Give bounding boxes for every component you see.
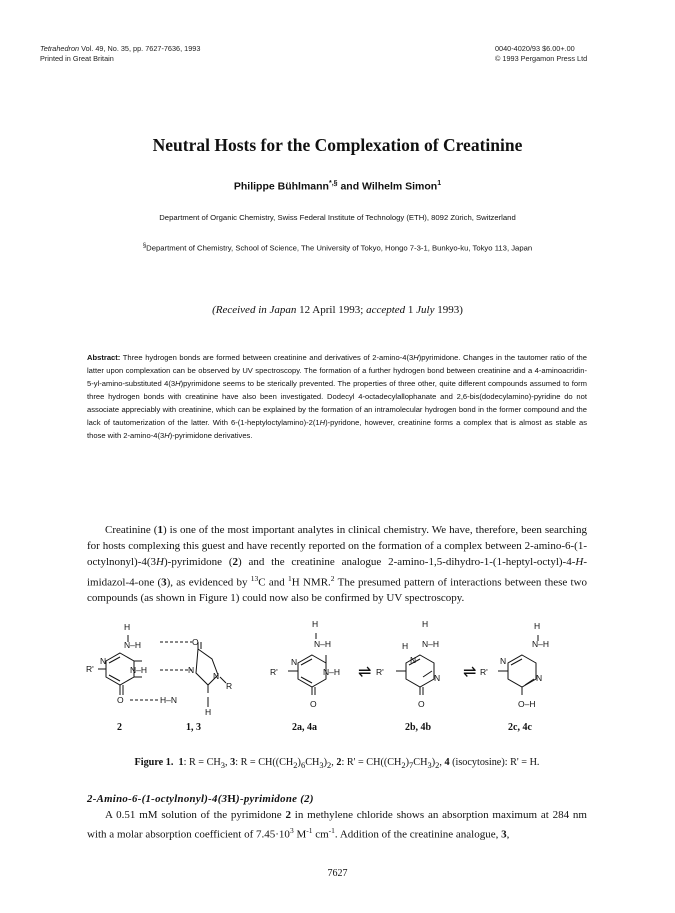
journal-name: Tetrahedron bbox=[40, 44, 80, 53]
abstract-text: )pyrimidone. Changes in the tautomer ratio of the latter upon complexation can be observed by UV spectroscopy. The formation of a further hydrogen bond between creatinine and a 4-aminoacridin-5-yl-amino-substituted 4(3 bbox=[87, 353, 588, 388]
caption-text: , bbox=[225, 757, 231, 768]
body-text: C and bbox=[258, 576, 289, 589]
body-text: Creatinine ( bbox=[105, 524, 158, 536]
page-number: 7627 bbox=[327, 868, 348, 879]
atom-label: H bbox=[312, 619, 319, 629]
caption-text: ) bbox=[431, 757, 436, 768]
superscript: -1 bbox=[328, 826, 335, 836]
compound-ref: 2 bbox=[232, 556, 239, 569]
subscript: 2 bbox=[401, 760, 406, 771]
accepted-month: July bbox=[416, 304, 435, 316]
atom-label: R' bbox=[270, 667, 278, 677]
body-text: ), as evidenced by bbox=[166, 576, 251, 589]
author-1: Philippe Bühlmann bbox=[233, 180, 329, 193]
complex-2-1-structure bbox=[86, 622, 232, 717]
atom-label: H bbox=[534, 621, 541, 631]
body-text: ) is one of the most important analytes in clinical chemistry. We have, therefore, been searching for hosts complexing this guest and have recently reported on the formation of a complex between 2-amino-6-(1-octylnonyl)-4(3 bbox=[87, 524, 587, 569]
affiliation-1: Department of Organic Chemistry, Swiss Federal Institute of Technology (ETH), 8092 Zürich, Switzerland bbox=[159, 213, 516, 222]
abstract-text: )pyrimidone seems to be sterically prevented. The properties of three other, quite different compounds assumed to form three hydrogen bonds with creatinine have also been investigated. Dodecyl 4-octadecylallophanate and 2,6-bis(dodecylamino)-pyridine do not associate appreciably with creatinine, which can be explained by the formation of an intramolecular hydrogen bond in the former compound and the lack of tautomerization of the latter. With 6-(1-heptyloctylamino)-2(1 bbox=[87, 379, 587, 427]
compound-ref: 1 bbox=[178, 757, 184, 768]
caption-label: Figure 1. bbox=[134, 757, 174, 768]
body-text: )-pyrimidone ( bbox=[164, 556, 233, 569]
atom-label: H–N bbox=[160, 695, 178, 705]
compound-ref: 3 bbox=[230, 757, 236, 768]
caption-text: ) bbox=[405, 757, 410, 768]
body-text: M bbox=[293, 828, 307, 841]
caption-text: : R = CH((CH bbox=[235, 757, 294, 768]
superscript: 13 bbox=[250, 573, 259, 583]
superscript: -1 bbox=[306, 826, 313, 836]
paper-title: Neutral Hosts for the Complexation of Creatinine bbox=[152, 135, 523, 155]
journal-code bbox=[495, 44, 587, 64]
subscript: 7 bbox=[409, 760, 414, 771]
abstract-text: Three hydrogen bonds are formed between creatinine and derivatives of 2-amino-4(3 bbox=[120, 353, 414, 362]
atom-label: N–H bbox=[532, 639, 550, 649]
received-line bbox=[0, 304, 675, 316]
superscript: 3 bbox=[289, 826, 294, 836]
atom-label: N bbox=[536, 673, 543, 683]
structure-label: 2a, 4a bbox=[292, 722, 317, 733]
copyright: © 1993 Pergamon Press Ltd bbox=[495, 54, 588, 63]
subscript: 6 bbox=[300, 760, 306, 771]
abstract bbox=[87, 351, 587, 442]
section-heading-text: )-pyrimidone (2) bbox=[236, 793, 314, 805]
compound-ref: 1 bbox=[157, 524, 163, 536]
body-text: H NMR. bbox=[291, 576, 331, 589]
italic-h: H bbox=[575, 556, 584, 569]
caption-text: ) bbox=[297, 757, 301, 768]
caption-text: : R' = CH((CH bbox=[341, 757, 402, 768]
atom-label: H bbox=[422, 619, 429, 629]
body-text: in methylene chloride shows an absorption maximum at 284 nm with a molar absorption coefficient of 7.45·10 bbox=[87, 809, 587, 841]
subscript: 2 bbox=[327, 760, 332, 771]
accepted-label: accepted bbox=[366, 304, 406, 316]
atom-label: H bbox=[124, 622, 131, 632]
body-text: . Addition of the creatinine analogue, bbox=[334, 828, 502, 841]
abstract-italic-h: H bbox=[413, 353, 419, 362]
equilibrium-arrow: ⇌ bbox=[358, 664, 372, 681]
subscript: 3 bbox=[220, 760, 225, 771]
abstract-italic-h: H bbox=[319, 418, 326, 427]
printed-in: Printed in Great Britain bbox=[40, 54, 114, 63]
atom-label: N bbox=[291, 657, 298, 667]
body-text: A 0.51 mM solution of the pyrimidone bbox=[105, 809, 286, 821]
tautomer-a-structure bbox=[270, 619, 340, 709]
superscript: 1 bbox=[288, 573, 292, 583]
author-2-mark: 1 bbox=[437, 180, 442, 187]
reference-superscript: 2 bbox=[330, 573, 335, 583]
compound-ref: 3 bbox=[501, 828, 507, 841]
abstract-text: )-pyrimidone derivatives. bbox=[169, 431, 253, 440]
tautomer-b-structure bbox=[376, 619, 440, 709]
compound-ref: 2 bbox=[336, 757, 342, 768]
received-label: (Received in Japan bbox=[212, 304, 297, 316]
atom-label: O bbox=[310, 699, 317, 709]
author-2: Wilhelm Simon bbox=[362, 180, 438, 193]
caption-text: (isocytosine): R' = H. bbox=[449, 757, 540, 768]
figure-caption bbox=[87, 757, 587, 770]
section-heading-text: 2-Amino-6-(1-octylnonyl)-4(3 bbox=[87, 793, 228, 805]
atom-label: N–H bbox=[314, 639, 332, 649]
affiliation-2-text: Department of Chemistry, School of Science, The University of Tokyo, Hongo 7-3-1, Bunkyo-ku, Tokyo 113, Japan bbox=[146, 243, 533, 253]
issn-price: 0040-4020/93 $6.00+.00 bbox=[495, 44, 575, 53]
abstract-italic-h: H bbox=[175, 379, 181, 388]
abstract-label: Abstract: bbox=[87, 353, 121, 362]
intro-paragraph bbox=[87, 522, 587, 607]
subscript: 3 bbox=[319, 760, 324, 771]
abstract-text: )-pyridone, however, creatinine forms a complex that is almost as stable as those with 2-amino-4(3 bbox=[87, 418, 587, 440]
journal-details: Vol. 49, No. 35, pp. 7627-7636, 1993 bbox=[79, 44, 201, 53]
caption-text: : R = CH bbox=[183, 757, 221, 768]
affiliation-2 bbox=[0, 243, 675, 253]
atom-label: R' bbox=[86, 664, 94, 674]
atom-label: N bbox=[188, 665, 195, 675]
structure-label: 2 bbox=[117, 722, 122, 733]
structure-label: 2c, 4c bbox=[508, 722, 532, 733]
atom-label: O bbox=[192, 637, 199, 647]
section-heading-h: H bbox=[227, 793, 237, 805]
results-paragraph bbox=[87, 807, 587, 843]
subscript: 2 bbox=[293, 760, 298, 771]
caption-text: CH bbox=[413, 757, 428, 768]
atom-label: N bbox=[410, 655, 417, 665]
italic-h: H bbox=[156, 556, 164, 569]
section-heading bbox=[87, 793, 314, 805]
body-text: The presumed pattern of interactions between these two compounds (as shown in Figure 1) could now also be confirmed by UV spectroscopy. bbox=[87, 576, 587, 605]
figure-1-structures bbox=[80, 615, 595, 737]
atom-label: N bbox=[434, 673, 441, 683]
atom-label: O–H bbox=[518, 699, 536, 709]
caption-text: , bbox=[331, 757, 337, 768]
compound-ref: 3 bbox=[161, 576, 167, 589]
atom-label: N–H bbox=[323, 667, 341, 677]
caption-text: ) bbox=[323, 757, 328, 768]
body-text: -imidazol-4-one ( bbox=[87, 556, 587, 589]
atom-label: N–H bbox=[130, 665, 148, 675]
atom-label: H bbox=[205, 707, 212, 717]
structure-label: 2b, 4b bbox=[405, 722, 432, 733]
atom-label: N bbox=[500, 656, 507, 666]
affiliation-2-mark: § bbox=[142, 243, 147, 249]
compound-ref: 2 bbox=[285, 809, 291, 821]
compound-ref: 4 bbox=[444, 757, 450, 768]
structure-label: 1, 3 bbox=[186, 722, 201, 733]
atom-label: N bbox=[100, 656, 107, 666]
atom-label: O bbox=[418, 699, 425, 709]
tautomer-c-structure bbox=[480, 621, 549, 709]
accepted-year: 1993) bbox=[434, 304, 463, 316]
caption-text: CH bbox=[305, 757, 320, 768]
abstract-italic-h: H bbox=[164, 431, 170, 440]
atom-label: N–H bbox=[422, 639, 440, 649]
atom-label: H bbox=[402, 641, 409, 651]
received-date: 12 April 1993; bbox=[296, 304, 367, 316]
caption-text: , bbox=[439, 757, 445, 768]
atom-label: R bbox=[226, 681, 233, 691]
author-1-mark: *,§ bbox=[328, 180, 338, 187]
accepted-day: 1 bbox=[405, 304, 417, 316]
author-and: and bbox=[337, 180, 363, 193]
subscript: 2 bbox=[435, 760, 440, 771]
atom-label: R' bbox=[480, 667, 488, 677]
journal-citation bbox=[40, 44, 200, 64]
body-text: cm bbox=[312, 828, 329, 841]
body-text: ) and the creatinine analogue 2-amino-1,5-dihydro-1-(1-heptyl-octyl)-4- bbox=[238, 556, 576, 569]
body-text: , bbox=[506, 828, 510, 841]
atom-label: R' bbox=[376, 667, 384, 677]
atom-label: O bbox=[117, 695, 124, 705]
author-line bbox=[0, 180, 675, 193]
subscript: 3 bbox=[427, 760, 432, 771]
equilibrium-arrow: ⇌ bbox=[463, 664, 477, 681]
atom-label: N–H bbox=[124, 640, 142, 650]
atom-label: N bbox=[213, 671, 220, 681]
